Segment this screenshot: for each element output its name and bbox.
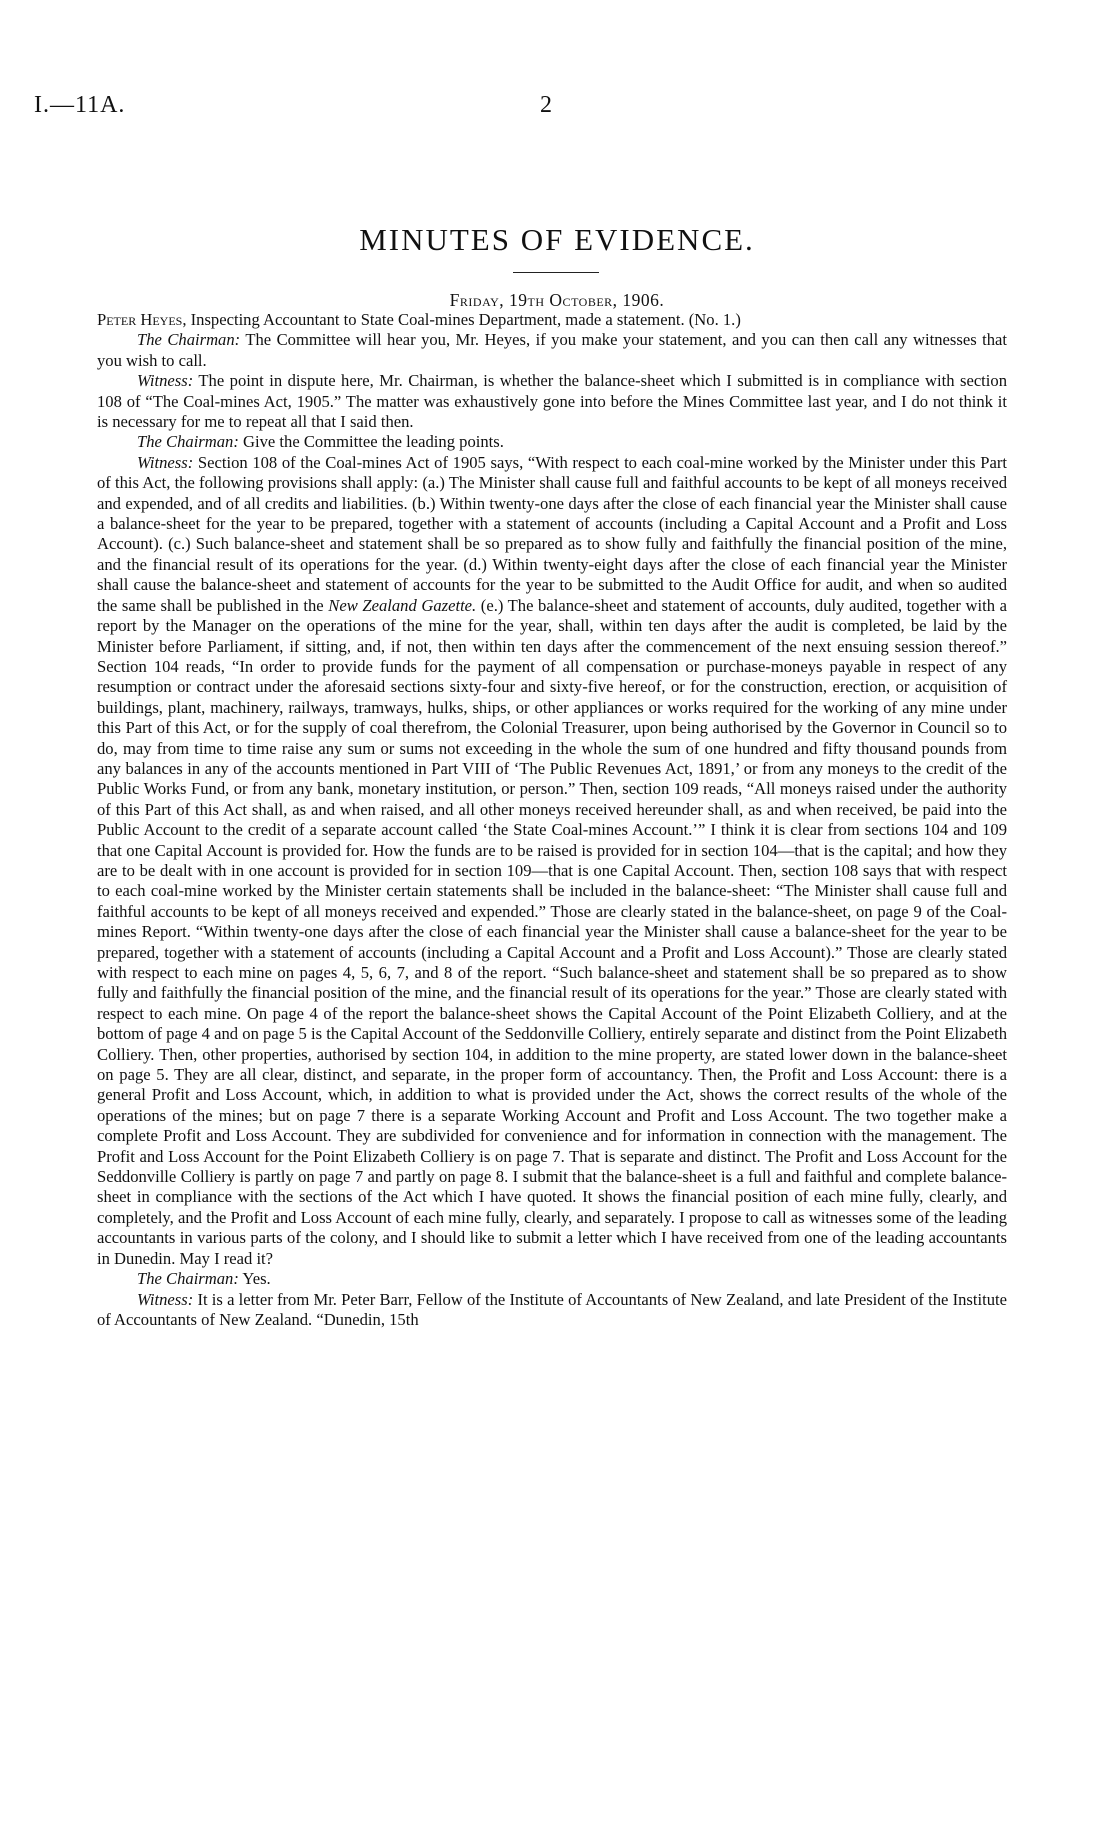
witness-name: Peter Heyes xyxy=(97,310,183,329)
testimony-text: It is a letter from Mr. Peter Barr, Fellow of the Institute of Accountants of New Zealand, and late President of the Institute of Accountants of New Zealand. “Dunedin, 15th xyxy=(97,1289,1007,1329)
testimony-paragraph xyxy=(97,330,1007,371)
title-divider xyxy=(513,272,599,273)
testimony-text: The Committee will hear you, Mr. Heyes, if you make your statement, and you can then call any witnesses that you wish to call. xyxy=(97,330,1008,370)
document-reference: I.—11A. xyxy=(34,92,126,118)
page-title: MINUTES OF EVIDENCE. xyxy=(359,222,755,257)
speaker-label: Witness: xyxy=(137,452,194,472)
intro-paragraph xyxy=(97,310,1007,330)
testimony-text: Section 108 of the Coal-mines Act of 1905 says, “With respect to each coal-mine worked by the Minister under this Part of this Act, the following provisions shall apply: (a.) The Minister shall cause full and faithful accounts to be kept of all moneys received and expended, and of all credits and liabilities. (b.) Within twenty-one days after the close of each financial year the Minister shall cause a balance-sheet for the year to be prepared, together with a statement of accounts (including a Capital Account and a Profit and Loss Account). (c.) Such balance-sheet and statement shall be so prepared as to show fully and faithfully the financial position of the mine, and the financial result of its operations for the year. (d.) Within twenty-eight days after the close of each financial year the Minister shall cause the balance-sheet and statement of accounts for the year to be submitted to the Audit Office for audit, and when so audited the same shall be published in the xyxy=(97,452,1007,615)
testimony-text: The point in dispute here, Mr. Chairman, is whether the balance-sheet which I submitted is in compliance with section 108 of “The Coal-mines Act, 1905.” The matter was exhaustively gone into before the Mines Committee last year, and I do not think it is necessary for me to repeat all that I said then. xyxy=(97,371,1007,432)
testimony-paragraph xyxy=(97,371,1007,432)
gazette-title: New Zealand Gazette. xyxy=(328,595,477,615)
speaker-label: Witness: xyxy=(137,371,194,391)
speaker-label: The Chairman: xyxy=(137,1269,239,1289)
page-header xyxy=(0,92,1114,122)
testimony-paragraph xyxy=(97,1269,1007,1289)
testimony-text-continued: (e.) The balance-sheet and statement of accounts, duly audited, together with a report by the Manager on the operations of the mine for the year, shall, within ten days after the audit is completed, be laid by the Minister before Parliament, if sitting, and, if not, then within ten days after the commencement of the next ensuing session thereof.” Section 104 reads, “In order to provide funds for the payment of all compensation or purchase-moneys payable in respect of any resumption or contract under the aforesaid sections sixty-four and sixty-five hereof, or for the construction, erection, or acquisition of buildings, plant, machinery, railways, tramways, hulks, ships, or other appliances or works required for the working of any mine under this Part of this Act, or for the supply of coal therefrom, the Colonial Treasurer, upon being authorised by the Governor in Council so to do, may from time to time raise any sum or sums not exceeding in the whole the sum of one hundred and fifty thousand pounds from any balances in any of the accounts mentioned in Part VIII of ‘The Public Revenues Act, 1891,’ or from any moneys to the credit of the Public Works Fund, or from any bank, monetary institution, or person.” Then, section 109 reads, “All moneys raised under the authority of this Part of this Act shall, as and when raised, and all other moneys received hereunder shall, as and when received, be paid into the Public Account to the credit of a separate account called ‘the State Coal-mines Account.’” I think it is clear from sections 104 and 109 that one Capital Account is provided for. How the funds are to be raised is provided for in section 104—that is the capital; and how they are to be dealt with in one account is provided for in section 109—that is one Capital Account. Then, section 108 says that with respect to each coal-mine worked by the Minister certain statements shall be included in the balance-sheet: “The Minister shall cause full and faithful accounts to be kept of all moneys received and expended.” Those are clearly stated in the balance-sheet, on page 9 of the Coal-mines Report. “Within twenty-one days after the close of each financial year the Minister shall cause a balance-sheet for the year to be prepared, together with a statement of accounts (including a Capital Account and a Profit and Loss Account).” Those are clearly stated with respect to each mine on pages 4, 5, 6, 7, and 8 of the report. “Such balance-sheet and statement shall be so prepared as to show fully and faithfully the financial position of the mine, and the financial result of its operations for the year.” Those are clearly stated with respect to each mine. On page 4 of the report the balance-sheet shows the Capital Account of the Point Elizabeth Colliery, and at the bottom of page 4 and on page 5 is the Capital Account of the Seddonville Colliery, entirely separate and distinct from the Point Elizabeth Colliery. Then, other properties, authorised by section 104, in addition to the mine property, are stated lower down in the balance-sheet on page 5. They are all clear, distinct, and separate, in the proper form of accountancy. Then, the Profit and Loss Account: there is a general Profit and Loss Account, which, in addition to what is provided under the Act, shows the correct results of the whole of the operations of the mines; but on page 7 there is a separate Working Account and Profit and Loss Account. The two together make a complete Profit and Loss Account. They are subdivided for convenience and for information in connection with the management. The Profit and Loss Account for the Point Elizabeth Colliery is on page 7. That is separate and distinct. The Profit and Loss Account for the Seddonville Colliery is partly on page 7 and partly on page 8. I submit that the balance-sheet is a full and faithful and complete balance-sheet in compliance with the sections of the Act which I have quoted. It shows the financial position of each mine fully, clearly, and completely, and the Profit and Loss Account of each mine fully, clearly, and separately. I propose to call as witnesses some of the leading accountants in various parts of the colony, and I should like to submit a letter which I have received from one of the leading accountants in Dunedin. May I read it? xyxy=(97,595,1008,1268)
intro-text: , Inspecting Accountant to State Coal-mines Department, made a statement. (No. 1.) xyxy=(182,310,741,329)
minutes-body xyxy=(97,310,1007,1330)
page-number: 2 xyxy=(540,92,552,118)
speaker-label: The Chairman: xyxy=(137,432,239,452)
speaker-label: Witness: xyxy=(137,1289,194,1309)
speaker-label: The Chairman: xyxy=(137,330,241,350)
testimony-paragraph xyxy=(97,453,1007,1269)
session-date: Friday, 19th October, 1906. xyxy=(449,290,665,310)
testimony-text: Yes. xyxy=(238,1269,271,1289)
testimony-text: Give the Committee the leading points. xyxy=(238,432,504,452)
testimony-paragraph xyxy=(97,1290,1007,1331)
testimony-paragraph xyxy=(97,432,1007,452)
